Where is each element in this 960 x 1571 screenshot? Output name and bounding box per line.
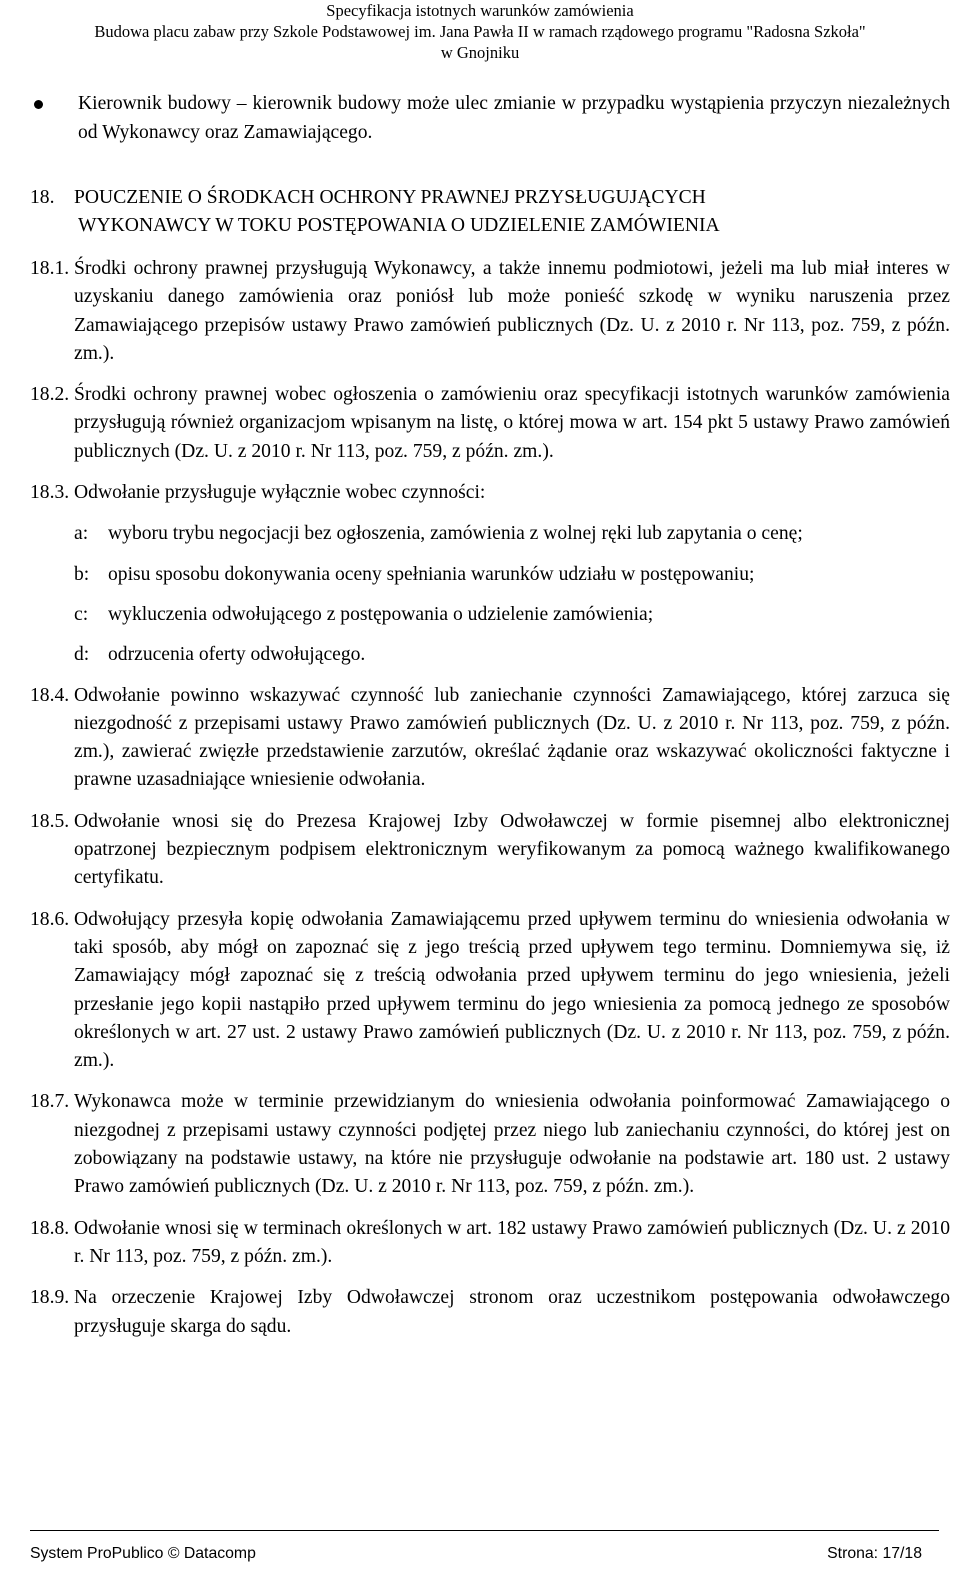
subitem-c xyxy=(74,601,950,629)
section-number: 18.9. xyxy=(30,1287,70,1309)
section-18-2 xyxy=(30,381,950,466)
heading-line-2: WYKONAWCY W TOKU POSTĘPOWANIA O UDZIELENIE ZAMÓWIENIA xyxy=(78,215,720,236)
section-number: 18.2. xyxy=(30,384,70,406)
subitem-text: odrzucenia oferty odwołującego. xyxy=(108,644,366,666)
section-text: Środki ochrony prawnej przysługują Wykonawcy, a także innemu podmiotowi, jeżeli ma lub miał interes w uzyskaniu danego zamówienia oraz poniósł lub może ponieść szkodę w wyniku naruszenia przez Zamawiającego przepisów ustawy Prawo zamówień publicznych (Dz. U. z 2010 r. Nr 113, poz. 759, z późn. zm.). xyxy=(74,258,950,364)
section-18-8 xyxy=(30,1215,950,1272)
subitem-text: opisu sposobu dokonywania oceny spełniania warunków udziału w postępowaniu; xyxy=(108,563,755,585)
page-header xyxy=(0,0,960,63)
bullet-text: Kierownik budowy – kierownik budowy może ulec zmianie w przypadku wystąpienia przyczyn niezależnych od Wykonawcy oraz Zamawiającego. xyxy=(78,93,950,143)
page-number: Strona: 17/18 xyxy=(827,1545,922,1562)
section-number: 18.6. xyxy=(30,908,70,930)
section-18-6 xyxy=(30,906,950,1076)
subitem-text: wyboru trybu negocjacji bez ogłoszenia, zamówienia z wolnej ręki lub zapytania o cenę; xyxy=(108,523,803,545)
section-number: 18.4. xyxy=(30,684,70,706)
section-18-9 xyxy=(30,1284,950,1341)
subitem-text: wykluczenia odwołującego z postępowania o udzielenie zamówienia; xyxy=(108,603,654,625)
section-text: Odwołanie powinno wskazywać czynność lub zaniechanie czynności Zamawiającego, której zarzuca się niezgodność z przepisami ustawy Prawo zamówień publicznych (Dz. U. z 2010 r. Nr 113, poz. 759, z późn. zm.), zawierać zwięzłe przedstawienie zarzutów, określać żądanie oraz wskazywać okoliczności faktyczne i prawne uzasadniające wniesienie odwołania. xyxy=(74,684,950,791)
bullet-icon xyxy=(34,100,43,109)
subitem-letter: b: xyxy=(74,563,90,585)
section-text: Wykonawca może w terminie przewidzianym do wniesienia odwołania poinformować Zamawiającego o niezgodnej z przepisami ustawy czynności podjętej przez niego lub zaniechaniu czynności, do której jest on zobowiązany na podstawie ustawy, na które nie przysługuje odwołanie na podstawie art. 180 ust. 2 ustawy Prawo zamówień publicznych (Dz. U. z 2010 r. Nr 113, poz. 759, z późn. zm.). xyxy=(74,1091,950,1198)
subitem-b xyxy=(74,561,950,589)
bullet-item xyxy=(30,90,950,147)
header-location: w Gnojniku xyxy=(440,43,520,62)
subitem-a xyxy=(74,520,950,548)
section-18-4 xyxy=(30,682,950,795)
section-18-3 xyxy=(30,479,950,507)
section-18-7 xyxy=(30,1088,950,1201)
section-text: Środki ochrony prawnej wobec ogłoszenia o zamówieniu oraz specyfikacji istotnych warunków zamówienia przysługują również organizacjom wpisanym na listę, o której mowa w art. 154 pkt 5 ustawy Prawo zamówień publicznych (Dz. U. z 2010 r. Nr 113, poz. 759, z późn. zm.). xyxy=(74,384,950,462)
section-text: Odwołanie wnosi się w terminach określonych w art. 182 ustawy Prawo zamówień publicznych (Dz. U. z 2010 r. Nr 113, poz. 759, z późn. zm.). xyxy=(74,1217,950,1267)
sections-list xyxy=(30,255,950,1341)
section-text: Odwołanie wnosi się do Prezesa Krajowej Izby Odwoławczej w formie pisemnej albo elektronicznej opatrzonej bezpiecznym podpisem elektronicznym weryfikowanym za pomocą ważnego kwalifikowanego certyfikatu. xyxy=(74,810,950,889)
heading-line-1: POUCZENIE O ŚRODKACH OCHRONY PRAWNEJ PRZYSŁUGUJĄCYCH xyxy=(74,187,706,208)
header-title: Specyfikacja istotnych warunków zamówienia xyxy=(326,1,634,20)
section-number: 18.3. xyxy=(30,482,70,504)
section-number: 18.1. xyxy=(30,258,70,279)
footer-divider xyxy=(30,1530,939,1531)
header-subtitle: Budowa placu zabaw przy Szkole Podstawowej im. Jana Pawła II w ramach rządowego programu "Radosna Szkoła" xyxy=(94,22,866,41)
section-number: 18.7. xyxy=(30,1091,70,1113)
subitem-letter: c: xyxy=(74,603,89,625)
subitem-letter: d: xyxy=(74,644,90,666)
section-heading xyxy=(30,184,940,240)
section-number: 18.8. xyxy=(30,1217,70,1239)
heading-number: 18. xyxy=(30,187,55,208)
section-text: Na orzeczenie Krajowej Izby Odwoławczej stronom oraz uczestnikom postępowania odwoławczego przysługuje skarga do sądu. xyxy=(74,1287,950,1337)
section-number: 18.5. xyxy=(30,810,70,832)
section-18-1 xyxy=(30,255,950,368)
footer-system-label: System ProPublico © Datacomp xyxy=(30,1545,256,1562)
section-text: Odwołujący przesyła kopię odwołania Zamawiającemu przed upływem terminu do wniesienia odwołania w taki sposób, aby mógł on zapoznać się z jego treścią przed upływem tego terminu. Domniemywa się, iż Zamawiający mógł zapoznać się z treścią odwołania przed upływem terminu do jego wniesienia, jeżeli przesłanie jego kopii nastąpiło przed upływem terminu do jego wniesienia za pomocą jednego ze sposobów określonych w art. 27 ust. 2 ustawy Prawo zamówień publicznych (Dz. U. z 2010 r. Nr 113, poz. 759, z późn. zm.). xyxy=(74,908,950,1072)
section-18-5 xyxy=(30,808,950,893)
section-text: Odwołanie przysługuje wyłącznie wobec czynności: xyxy=(74,482,486,504)
subitem-d xyxy=(74,641,950,669)
subitem-letter: a: xyxy=(74,523,89,545)
